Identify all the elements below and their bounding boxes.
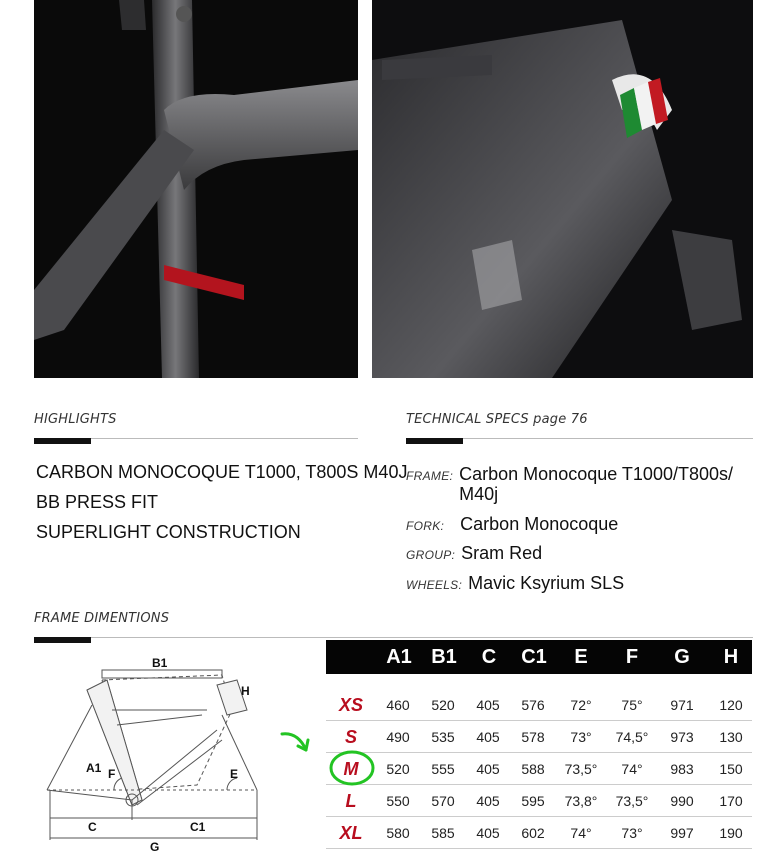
table-cell: 602: [521, 825, 545, 841]
size-label: M: [343, 759, 359, 779]
diagram-label-e: E: [230, 767, 239, 781]
highlight-item: SUPERLIGHT CONSTRUCTION: [36, 522, 301, 542]
table-cell: 405: [476, 825, 500, 841]
diagram-label-b1: B1: [152, 656, 168, 670]
table-cell: 997: [670, 825, 694, 841]
table-cell: 74,5°: [615, 729, 649, 745]
highlight-item: CARBON MONOCOQUE T1000, T800S M40J: [36, 462, 408, 482]
table-cell: 520: [431, 697, 455, 713]
highlight-circle-icon: [331, 752, 373, 784]
table-cell: 555: [431, 761, 455, 777]
spec-group: [406, 543, 542, 564]
size-annotation: [276, 722, 386, 792]
spec-value: Carbon Monocoque T1000/T800s/ M40j: [459, 464, 733, 504]
table-cell: 73,5°: [564, 761, 598, 777]
table-cell: 405: [476, 729, 500, 745]
table-cell: 73°: [621, 825, 643, 841]
frame-geometry-diagram: [32, 650, 282, 860]
bike-frame-head-tube-photo: [372, 0, 753, 378]
spec-fork: [406, 514, 618, 535]
diagram-label-c1: C1: [190, 820, 206, 834]
table-cell: 73,5°: [615, 793, 649, 809]
column-header: F: [625, 646, 639, 668]
specs-accent-bar: [406, 438, 463, 444]
highlights-accent-bar: [34, 438, 91, 444]
table-cell: 74°: [621, 761, 643, 777]
table-cell: 578: [521, 729, 545, 745]
table-cell: 535: [431, 729, 455, 745]
spec-wheels: [406, 573, 624, 594]
table-row: [326, 785, 752, 817]
table-cell: 588: [521, 761, 545, 777]
table-cell: 460: [386, 697, 410, 713]
table-row: [326, 817, 752, 849]
table-cell: 170: [719, 793, 743, 809]
table-cell: 490: [386, 729, 410, 745]
table-cell: 73°: [570, 729, 592, 745]
table-cell: 405: [476, 761, 500, 777]
size-label: L: [345, 791, 357, 811]
spec-label: FORK:: [406, 519, 445, 533]
size-label: XS: [338, 695, 363, 715]
highlights-title: HIGHLIGHTS: [34, 412, 117, 427]
spec-label: GROUP:: [406, 548, 456, 562]
diagram-label-h: H: [241, 684, 250, 698]
column-header: A1: [386, 646, 412, 668]
bike-frame-seat-tube-photo: [34, 0, 358, 378]
column-header: E: [574, 646, 588, 668]
spec-label: WHEELS:: [406, 578, 463, 592]
table-cell: 405: [476, 697, 500, 713]
table-cell: 595: [521, 793, 545, 809]
table-cell: 74°: [570, 825, 592, 841]
table-cell: 570: [431, 793, 455, 809]
column-header: C: [481, 646, 497, 668]
table-row: [326, 753, 752, 785]
size-label: S: [344, 727, 357, 747]
spec-value: Mavic Ksyrium SLS: [468, 573, 625, 593]
specs-title: TECHNICAL SPECS page 76: [406, 412, 588, 427]
table-cell: 585: [431, 825, 455, 841]
diagram-label-c: C: [88, 820, 97, 834]
highlight-item: BB PRESS FIT: [36, 492, 159, 512]
table-cell: 576: [521, 697, 545, 713]
table-row: [326, 689, 752, 721]
table-cell: 75°: [621, 697, 643, 713]
diagram-label-f: F: [108, 767, 116, 781]
column-header: G: [674, 646, 690, 668]
table-cell: 971: [670, 697, 694, 713]
diagram-label-g: G: [150, 840, 160, 854]
table-cell: 73,8°: [564, 793, 598, 809]
table-cell: 550: [386, 793, 410, 809]
diagram-label-a1: A1: [86, 761, 102, 775]
table-cell: 990: [670, 793, 694, 809]
table-cell: 190: [719, 825, 743, 841]
table-row: [326, 721, 752, 753]
dimensions-accent-bar: [34, 637, 91, 643]
dimensions-table-header: [326, 640, 752, 674]
table-cell: 72°: [570, 697, 592, 713]
table-cell: 973: [670, 729, 694, 745]
dimensions-divider: [34, 637, 753, 638]
spec-value: Sram Red: [461, 543, 543, 563]
spec-frame: [406, 464, 744, 504]
table-cell: 405: [476, 793, 500, 809]
row-divider: [326, 848, 752, 849]
table-cell: 983: [670, 761, 694, 777]
table-cell: 130: [719, 729, 743, 745]
spec-label: FRAME:: [406, 469, 454, 483]
table-cell: 520: [386, 761, 410, 777]
table-cell: 580: [386, 825, 410, 841]
table-cell: 150: [719, 761, 743, 777]
column-header: C1: [521, 646, 547, 668]
spec-value: Carbon Monocoque: [460, 514, 619, 534]
column-header: B1: [431, 646, 457, 668]
size-label: XL: [339, 823, 363, 843]
table-cell: 120: [719, 697, 743, 713]
column-header: H: [723, 646, 739, 668]
dimensions-title: FRAME DIMENTIONS: [34, 611, 170, 626]
